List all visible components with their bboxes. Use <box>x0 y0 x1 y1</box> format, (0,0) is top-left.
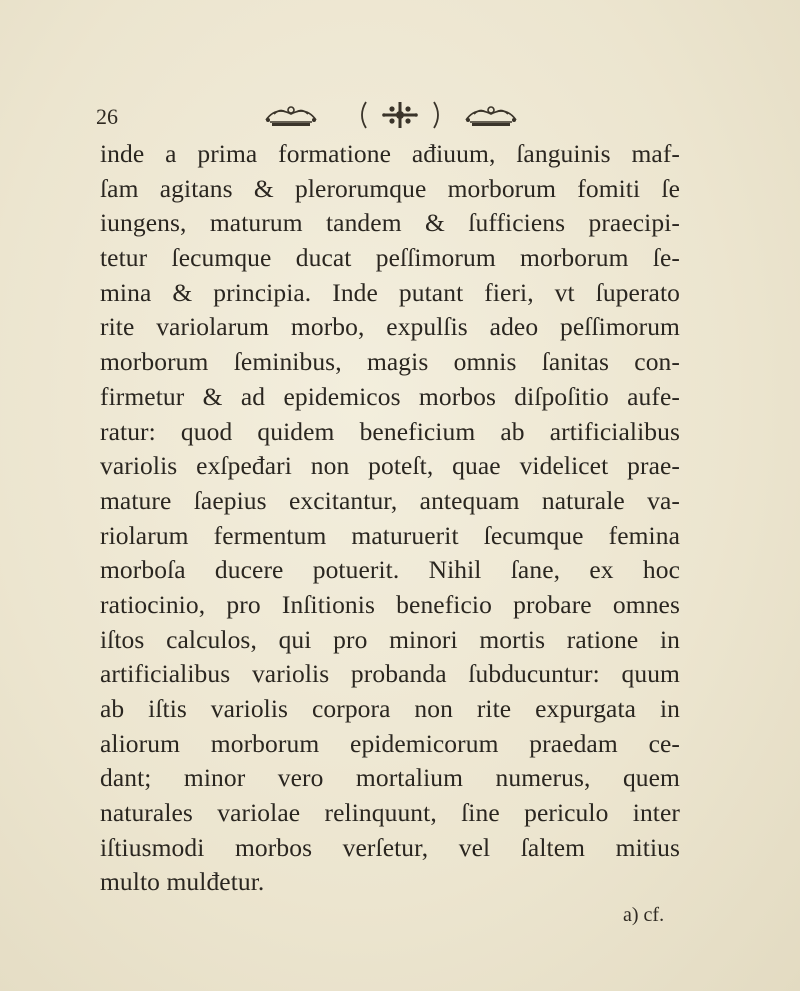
text-line: inde a prima formatione ađiuum, ſanguinis maf- <box>100 139 680 168</box>
fleuron-right-icon <box>462 98 520 132</box>
text-line: naturales variolae relinquunt, ſine periculo inter <box>100 798 680 828</box>
running-header <box>0 98 800 134</box>
text-line: morborum ſeminibus, magis omnis ſanitas con- <box>100 347 680 377</box>
fleuron-center-icon <box>352 98 448 132</box>
body-text <box>100 137 680 900</box>
text-line: aliorum morborum epidemicorum praedam ce- <box>100 728 680 758</box>
text-line: ratiocinio, pro Inſitionis beneficio probare omnes <box>100 589 680 619</box>
text-line: ſam agitans & plerorumque morborum fomiti ſe <box>100 173 680 203</box>
page-number: 26 <box>96 104 118 129</box>
text-line: iſtos calculos, qui pro minori mortis ratione in <box>100 624 680 654</box>
text-line: rite variolarum morbo, expulſis adeo peſſimorum <box>100 312 680 342</box>
catchword: a) cf. <box>623 904 665 926</box>
text-line: dant; minor vero mortalium numerus, quem <box>100 763 680 793</box>
text-line: iſtiusmodi morbos verſetur, vel ſaltem mitius <box>100 832 680 862</box>
text-line: multo mulđetur. <box>100 867 265 897</box>
text-line: morboſa ducere potuerit. Nihil ſane, ex hoc <box>100 555 680 585</box>
text-line: artificialibus variolis probanda ſubducuntur: quum <box>100 659 680 689</box>
fleuron-left-icon <box>262 98 320 132</box>
text-line: mature ſaepius excitantur, antequam naturale va- <box>100 485 680 515</box>
text-line: variolis exſpeđari non poteſt, quae videlicet prae- <box>100 451 680 481</box>
text-line: firmetur & ad epidemicos morbos diſpoſitio aufe- <box>100 381 680 411</box>
text-line: riolarum fermentum maturuerit ſecumque femina <box>100 520 680 550</box>
text-line: iungens, maturum tandem & ſufficiens praecipi- <box>100 208 680 238</box>
text-line: mina & principia. Inde putant fieri, vt ſuperato <box>100 277 680 307</box>
text-line: ab iſtis variolis corpora non rite expurgata in <box>100 694 680 723</box>
text-line: tetur ſecumque ducat peſſimorum morborum ſe- <box>100 243 680 273</box>
text-line: ratur: quod quidem beneficium ab artificialibus <box>100 416 680 446</box>
